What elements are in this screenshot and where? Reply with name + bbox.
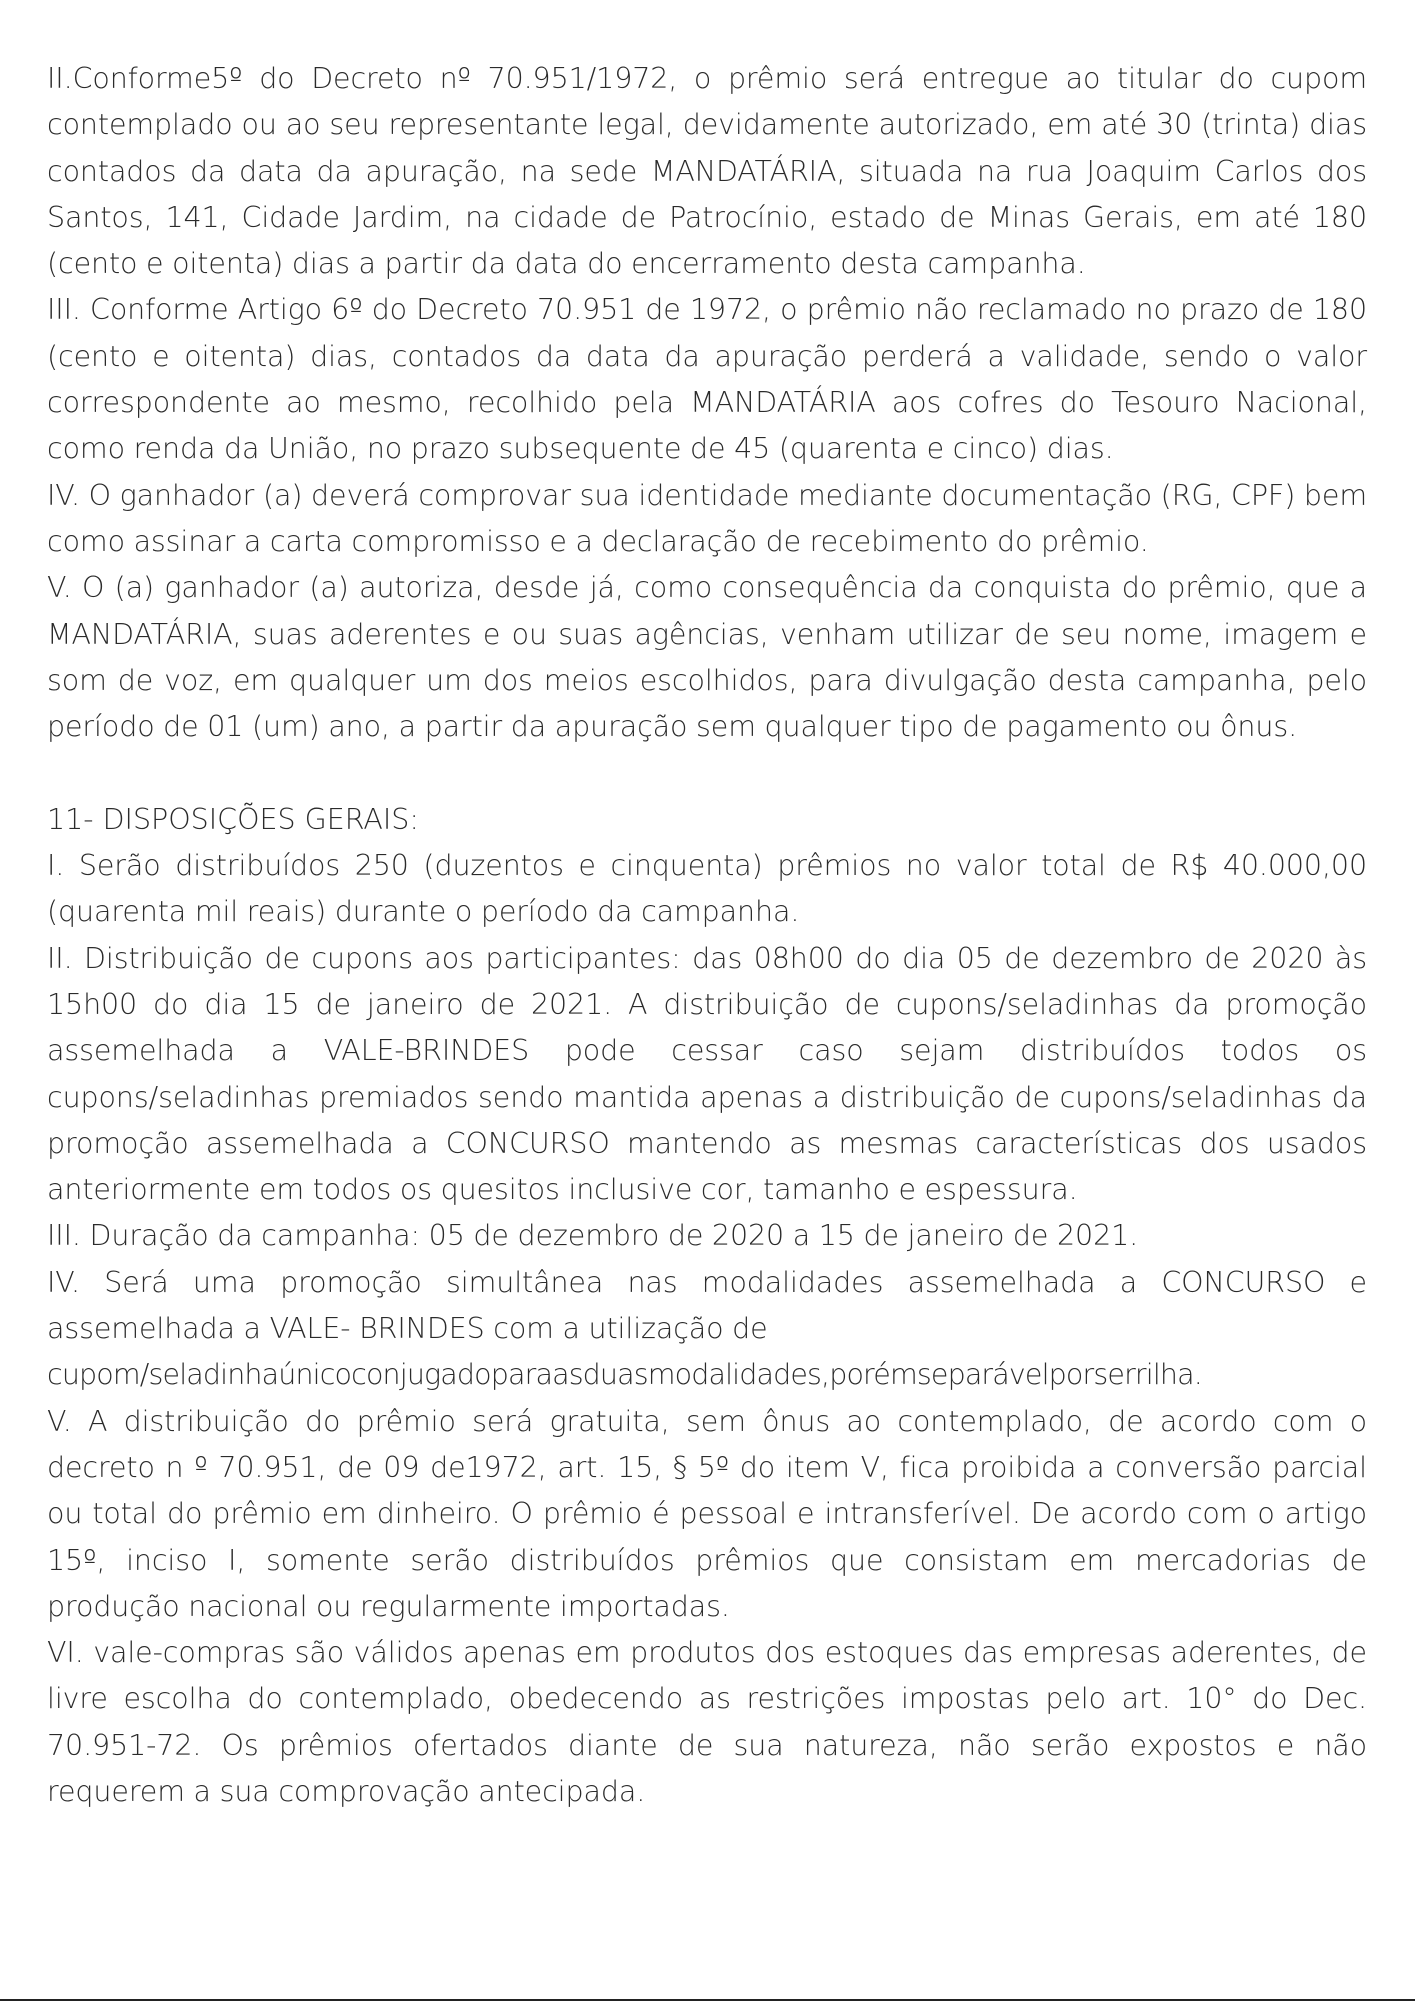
section11-item-iv: IV. Será uma promoção simultânea nas modalidades assemelhada a CONCURSO e assemelhada a VALE- BRINDES com a utilização de: [47, 1265, 1367, 1346]
section11-item-iv-continuation: cupom/seladinhaúnicoconjugadoparaasduasmodalidades,porémseparávelporserrilha.: [47, 1358, 1202, 1392]
section11-item-vi: VI. vale-compras são válidos apenas em produtos dos estoques das empresas aderentes, de livre escolha do contemplado, obedecendo as restrições impostas pelo art. 10° do Dec. 70.951-72. Os prêmios ofertados diante de sua natureza, não serão expostos e não requerem a sua comprovação antecipada.: [47, 1636, 1367, 1808]
section-gap: [47, 750, 1367, 796]
section11-item-i: I. Serão distribuídos 250 (duzentos e cinquenta) prêmios no valor total de R$ 40.000,00 (quarenta mil reais) durante o período da campanha.: [47, 849, 1367, 929]
section11-item-v: V. A distribuição do prêmio será gratuita, sem ônus ao contemplado, de acordo com o decreto n º 70.951, de 09 de1972, art. 15, § 5º do item V, fica proibida a conversão parcial ou total do prêmio em dinheiro. O prêmio é pessoal e intransferível. De acordo com o artigo 15º, inciso I, somente serão distribuídos prêmios que consistam em mercadorias de produção nacional ou regularmente importadas.: [47, 1404, 1367, 1623]
section11-item-ii: II. Distribuição de cupons aos participantes: das 08h00 do dia 05 de dezembro de 2020 às 15h00 do dia 15 de janeiro de 2021. A distribuição de cupons/seladinhas da promoção assemelhada a VALE-BRINDES pode cessar caso sejam distribuídos todos os cupons/seladinhas premiados sendo mantida apenas a distribuição de cupons/seladinhas da promoção assemelhada a CONCURSO mantendo as mesmas características dos usados anteriormente em todos os quesitos inclusive cor, tamanho e espessura.: [47, 941, 1367, 1207]
section10-item-ii: II.Conforme5º do Decreto nº 70.951/1972, o prêmio será entregue ao titular do cupom contemplado ou ao seu representante legal, devidamente autorizado, em até 30 (trinta) dias contados da data da apuração, na sede MANDATÁRIA, situada na rua Joaquim Carlos dos Santos, 141, Cidade Jardim, na cidade de Patrocínio, estado de Minas Gerais, em até 180 (cento e oitenta) dias a partir da data do encerramento desta campanha.: [47, 62, 1367, 281]
document-body: [47, 56, 1367, 1815]
section11-heading: 11- DISPOSIÇÕES GERAIS:: [47, 802, 419, 836]
section10-item-iii: III. Conforme Artigo 6º do Decreto 70.951 de 1972, o prêmio não reclamado no prazo de 180 (cento e oitenta) dias, contados da data da apuração perderá a validade, sendo o valor correspondente ao mesmo, recolhido pela MANDATÁRIA aos cofres do Tesouro Nacional, como renda da União, no prazo subsequente de 45 (quarenta e cinco) dias.: [47, 293, 1367, 466]
section11-item-iii: III. Duração da campanha: 05 de dezembro de 2020 a 15 de janeiro de 2021.: [47, 1219, 1139, 1253]
section10-item-v: V. O (a) ganhador (a) autoriza, desde já, como consequência da conquista do prêmio, que a MANDATÁRIA, suas aderentes e ou suas agências, venham utilizar de seu nome, imagem e som de voz, em qualquer um dos meios escolhidos, para divulgação desta campanha, pelo período de 01 (um) ano, a partir da apuração sem qualquer tipo de pagamento ou ônus.: [47, 571, 1367, 744]
section10-item-iv: IV. O ganhador (a) deverá comprovar sua identidade mediante documentação (RG, CPF) bem como assinar a carta compromisso e a declaração de recebimento do prêmio.: [47, 478, 1367, 558]
